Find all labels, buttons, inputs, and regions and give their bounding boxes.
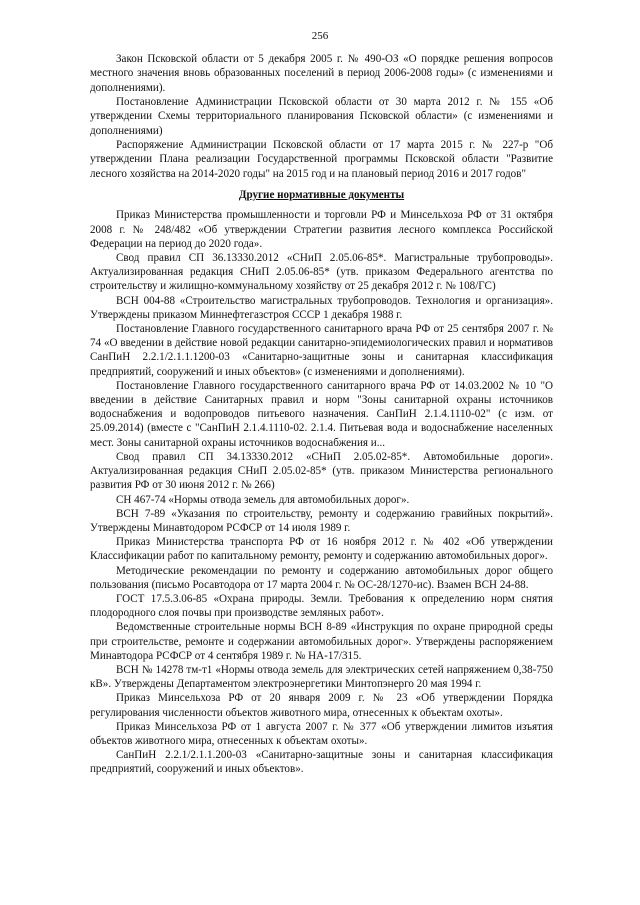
paragraph-resolution-10: Постановление Главного государственного санитарного врача РФ от 14.03.2002 № 10 "О введении в действие Санитарных правил и норм "Зоны санитарной охраны источников водоснабжения и водопроводов питьевого назначения. СанПиН 2.1.4.1110-02" (с изм. от 25.09.2014) (вместе с "СанПиН 2.1.4.1110-02. 2.1.4. Питьевая вода и водоснабжение населенных мест. Зоны санитарной охраны источников водоснабжения и... <box>90 379 553 449</box>
section-heading: Другие нормативные документы <box>238 189 405 202</box>
paragraph-resolution-155: Постановление Администрации Псковской области от 30 марта 2012 г. № 155 «Об утверждении Схемы территориального планирования Псковской области» (с изменениями и дополнениями) <box>90 96 553 137</box>
paragraph-order-227-r: Распоряжение Администрации Псковской области от 17 марта 2015 г. № 227-р "Об утверждении Плана реализации Государственной программы Псковской области "Развитие лесного хозяйства на 2014-2020 годы" на 2015 год и на плановый период 2016 и 2017 годов" <box>90 139 553 180</box>
paragraph-sn-467-74: СН 467-74 «Нормы отвода земель для автомобильных дорог». <box>116 493 410 506</box>
paragraph-sp-34-13330: Свод правил СП 34.13330.2012 «СНиП 2.05.02-85*. Автомобильные дороги». Актуализированная редакция СНиП 2.05.02-85* (утв. приказом Министерства регионального развития РФ от 30 июня 2012 г. № 266) <box>90 450 553 492</box>
paragraph-sanpin-2-2-1: СанПиН 2.2.1/2.1.1.200-03 «Санитарно-защитные зоны и санитарная классификация предприятий, сооружений и иных объектов». <box>90 749 553 776</box>
paragraph-vsn-14278: ВСН № 14278 тм-т1 «Нормы отвода земель для электрических сетей напряжением 0,38-750 кВ». Утверждены Департаментом электроэнергетики Минтопэнерго 20 мая 1994 г. <box>90 663 553 691</box>
paragraph-gost-17-5-3-06-85: ГОСТ 17.5.3.06-85 «Охрана природы. Земли. Требования к определению норм снятия плодородного слоя почвы при производстве земляных работ». <box>90 592 553 620</box>
paragraph-order-248-482: Приказ Министерства промышленности и торговли РФ и Минсельхоза РФ от 31 октября 2008 г. № 248/482 «Об утверждении Стратегии развития лесного комплекса Российской Федерации на период до 2020 года». <box>90 209 553 250</box>
paragraph-resolution-74: Постановление Главного государственного санитарного врача РФ от 25 сентября 2007 г. № 74 «О введении в действие новой редакции санитарно-эпидемиологических правил и нормативов СанПиН 2.2.1/2.1.1.1200-03 «Санитарно-защитные зоны и санитарная классификация предприятий, сооружений и иных объектов» (с изменениями и дополнениями). <box>90 323 553 378</box>
paragraph-order-402: Приказ Министерства транспорта РФ от 16 ноября 2012 г. № 402 «Об утверждении Классификации работ по капитальному ремонту, ремонту и содержанию автомобильных дорог». <box>90 536 553 563</box>
paragraph-order-377: Приказ Минсельхоза РФ от 1 августа 2007 г. № 377 «Об утверждении лимитов изъятия объектов животного мира, отнесенных к объектам охоты». <box>90 720 553 747</box>
page-content <box>90 52 553 777</box>
paragraph-sp-36-13330: Свод правил СП 36.13330.2012 «СНиП 2.05.06-85*. Магистральные трубопроводы». Актуализированная редакция СНиП 2.05.06-85* (утв. приказом Федерального агентства по строительству и жилищно-коммунальному хозяйству от 25 декабря 2012 г. № 108/ГС) <box>90 252 553 293</box>
paragraph-vsn-7-89: ВСН 7-89 «Указания по строительству, ремонту и содержанию гравийных покрытий». Утверждены Минавтодором РСФСР от 14 июля 1989 г. <box>90 507 553 534</box>
paragraph-vsn-8-89: Ведомственные строительные нормы ВСН 8-89 «Инструкция по охране природной среды при строительстве, ремонте и содержании автомобильных дорог». Утверждены распоряжением Минавтодора РСФСР от 4 сентября 1989 г. № НА-17/315. <box>90 621 553 662</box>
paragraph-vsn-004-88: ВСН 004-88 «Строительство магистральных трубопроводов. Технология и организация». Утверждены приказом Миннефтегазстроя СССР 1 декабря 1988 г. <box>90 294 553 321</box>
paragraph-order-23: Приказ Минсельхоза РФ от 20 января 2009 г. № 23 «Об утверждении Порядка регулирования численности объектов животного мира, отнесенных к объектам охоты». <box>90 692 553 719</box>
paragraph-law-490-oz: Закон Псковской области от 5 декабря 2005 г. № 490-ОЗ «О порядке решения вопросов местного значения вновь образованных поселений в период 2006-2008 годы» (с изменениями и дополнениями). <box>90 53 553 94</box>
page-number: 256 <box>311 30 329 42</box>
paragraph-method-recommendations: Методические рекомендации по ремонту и содержанию автомобильных дорог общего пользования (письмо Росавтодора от 17 марта 2004 г. № ОС-28/1270-ис). Взамен ВСН 24-88. <box>90 564 553 591</box>
